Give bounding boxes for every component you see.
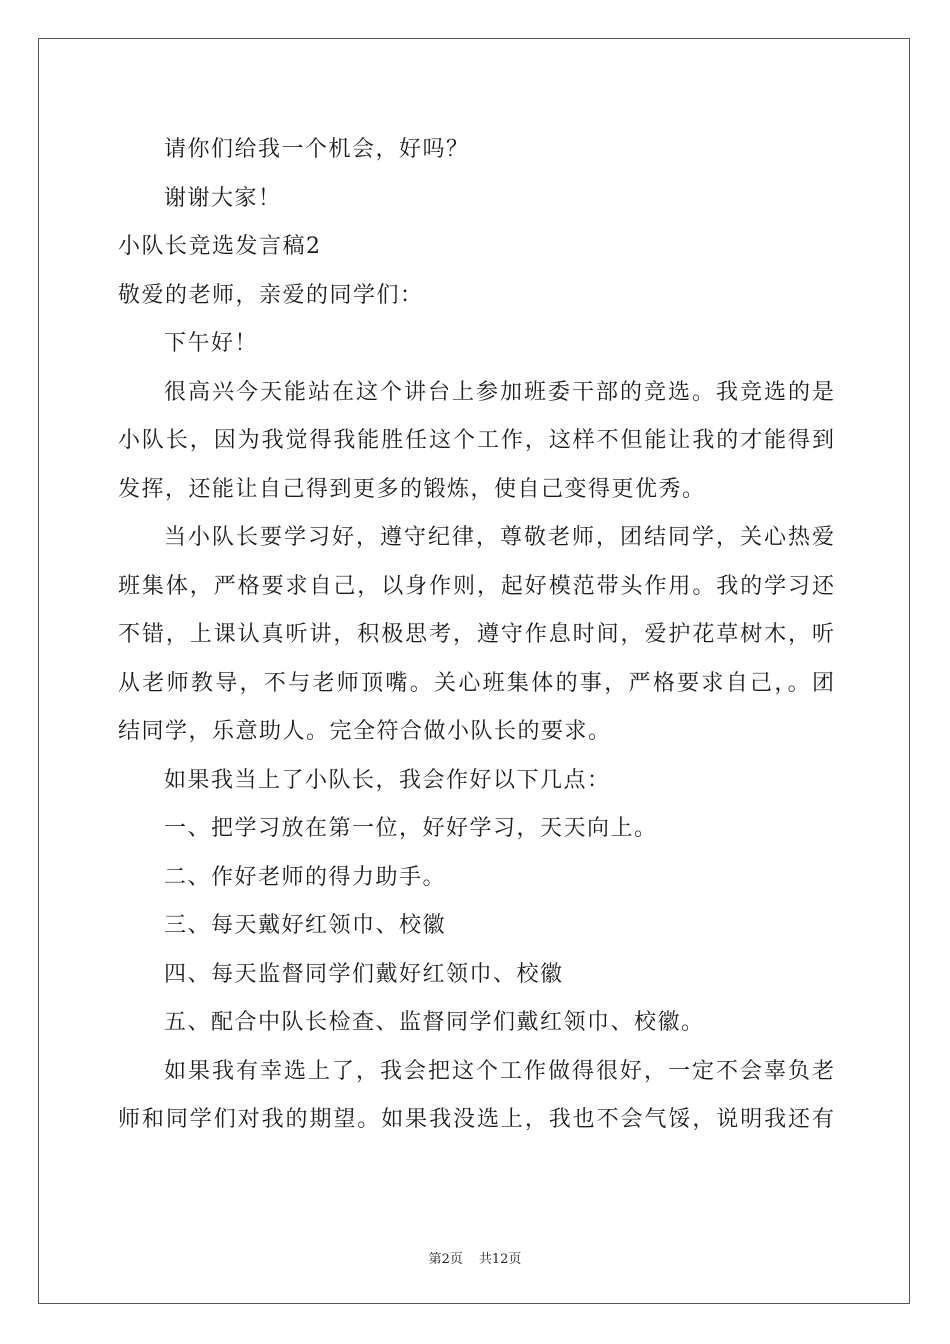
text-line: 很高兴今天能站在这个讲台上参加班委干部的竞选。我竞选的是 xyxy=(164,379,834,405)
text-line: 班集体，严格要求自己，以身作则，起好模范带头作用。我的学习还 xyxy=(118,573,834,599)
list-item: 二、作好老师的得力助手。 xyxy=(164,864,447,890)
text-line: 当小队长要学习好，遵守纪律，尊敬老师，团结同学，关心热爱 xyxy=(164,525,834,550)
text-line: 师和同学们对我的期望。如果我没选上，我也不会气馁，说明我还有 xyxy=(118,1107,834,1132)
list-item: 一、把学习放在第一位，好好学习，天天向上。 xyxy=(164,816,658,841)
text-line: 如果我当上了小队长，我会作好以下几点： xyxy=(164,767,611,793)
page-footer xyxy=(0,1248,950,1267)
page-number: 第2页 xyxy=(428,1252,463,1267)
text-line: 小队长，因为我觉得我能胜任这个工作，这样不但能让我的才能得到 xyxy=(118,428,834,453)
document-body xyxy=(118,126,834,1145)
text-line: 如果我有幸选上了，我会把这个工作做得很好，一定不会辜负老 xyxy=(164,1058,834,1084)
text-line: 从老师教导，不与老师顶嘴。关心班集体的事，严格要求自己，。团 xyxy=(118,670,834,696)
list-item: 五、配合中队长检查、监督同学们戴红领巾、校徽。 xyxy=(164,1010,705,1035)
salutation: 敬爱的老师，亲爱的同学们： xyxy=(118,282,424,308)
greeting: 下午好！ xyxy=(164,331,259,356)
page-total: 共12页 xyxy=(478,1252,522,1267)
list-item: 四、每天监督同学们戴好红领巾、校徽 xyxy=(164,961,564,987)
text-line: 不错，上课认真听讲，积极思考，遵守作息时间，爱护花草树木，听 xyxy=(118,622,834,647)
text-line: 谢谢大家！ xyxy=(164,185,282,211)
text-line: 发挥，还能让自己得到更多的锻炼，使自己变得更优秀。 xyxy=(118,476,706,502)
text-line: 结同学，乐意助人。完全符合做小队长的要求。 xyxy=(118,719,612,744)
document-title: 小队长竞选发言稿2 xyxy=(118,234,322,259)
list-item: 三、每天戴好红领巾、校徽 xyxy=(164,913,447,938)
text-line: 请你们给我一个机会，好吗？ xyxy=(164,137,470,162)
